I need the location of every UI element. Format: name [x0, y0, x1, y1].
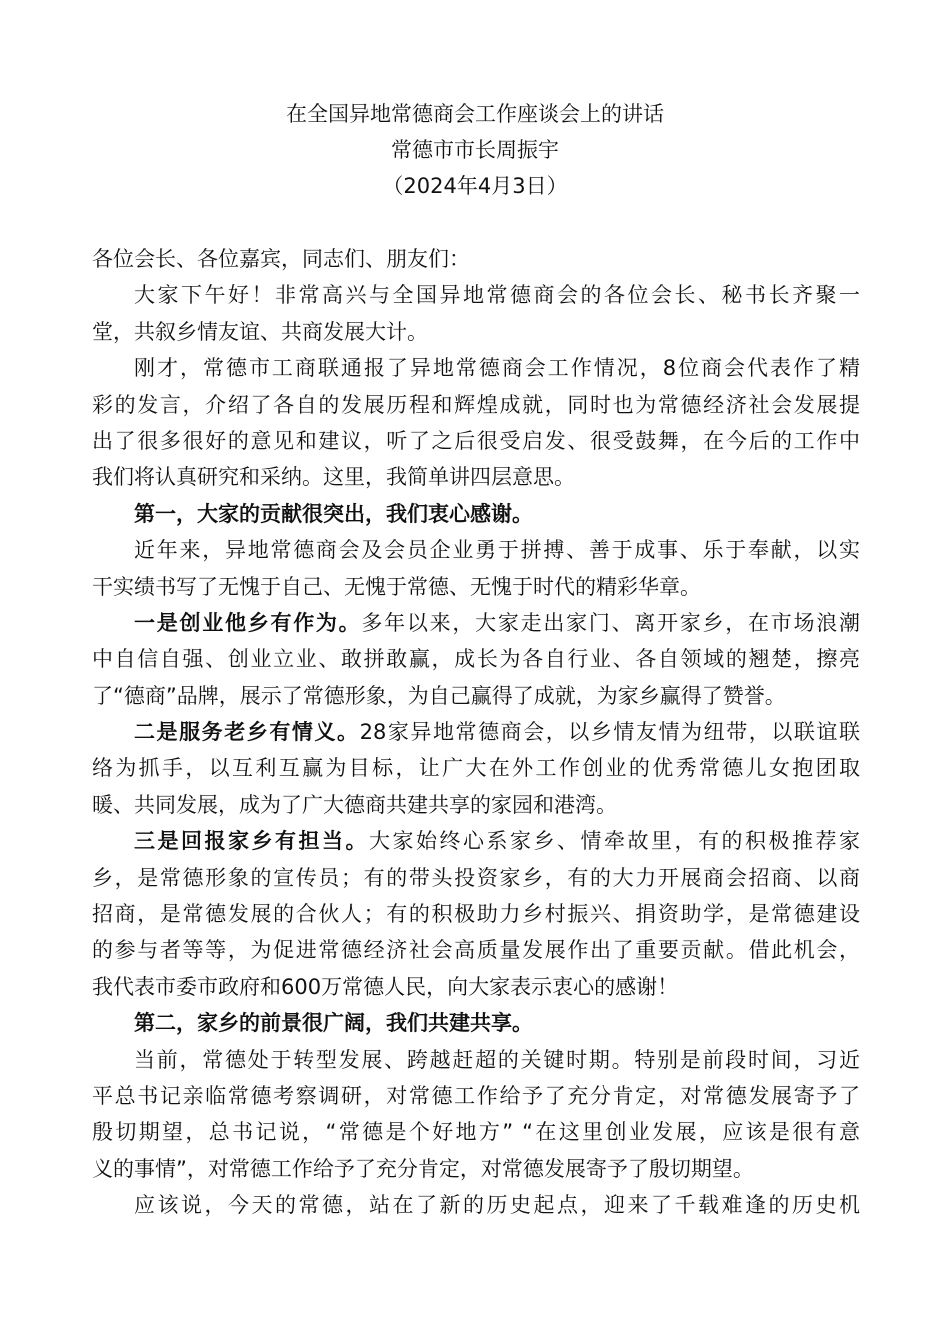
paragraph	[92, 823, 860, 1005]
paragraph-line: 近年来，异地常德商会及会员企业勇于拼搏、善于成事、乐于奉献，以实	[134, 538, 860, 563]
paragraph-line: 堂，共叙乡情友谊、共商发展大计。	[92, 319, 428, 344]
paragraph-line: 我们将认真研究和采纳。这里，我简单讲四层意思。	[92, 465, 575, 490]
paragraph-line: 我代表市委市政府和600万常德人民，向大家表示衷心的感谢！	[92, 974, 679, 999]
paragraph-line: 了“德商”品牌，展示了常德形象，为自己赢得了成就，为家乡赢得了赞誉。	[92, 683, 786, 708]
paragraph-line: 乡，是常德形象的宣传员；有的带头投资家乡，有的大力开展商会招商、以商	[92, 865, 860, 890]
section-heading: 第一，大家的贡献很突出，我们衷心感谢。	[134, 501, 533, 526]
paragraph-line	[92, 823, 860, 859]
paragraph-lead: 三是回报家乡有担当。	[134, 829, 369, 854]
paragraph-line: 平总书记亲临常德考察调研，对常德工作给予了充分肯定，对常德发展寄予了	[92, 1083, 860, 1108]
paragraph-text: 大家始终心系家乡、情牵故里，有的积极推荐家	[369, 829, 860, 854]
paragraph	[92, 277, 860, 350]
paragraph-line: 殷切期望，总书记说，“常德是个好地方” “在这里创业发展，应该是很有意	[92, 1120, 860, 1145]
paragraph-line: 彩的发言，介绍了各自的发展历程和辉煌成就，同时也为常德经济社会发展提	[92, 392, 860, 417]
paragraph-line: 干实绩书写了无愧于自己、无愧于常德、无愧于时代的精彩华章。	[92, 574, 701, 599]
paragraph-line: 暖、共同发展，成为了广大德商共建共享的家园和港湾。	[92, 792, 617, 817]
paragraph-line: 的参与者等等，为促进常德经济社会高质量发展作出了重要贡献。借此机会，	[92, 938, 860, 963]
document-header	[0, 96, 950, 204]
paragraph-line: 络为抓手，以互利互赢为目标，让广大在外工作创业的优秀常德儿女抱团取	[92, 756, 860, 781]
paragraph-line: 大家下午好！非常高兴与全国异地常德商会的各位会长、秘书长齐聚一	[134, 283, 860, 308]
paragraph-line: 应该说，今天的常德，站在了新的历史起点，迎来了千载难逢的历史机	[134, 1193, 860, 1218]
paragraph-line: 当前，常德处于转型发展、跨越赶超的关键时期。特别是前段时间，习近	[134, 1047, 860, 1072]
paragraph-lead: 一是创业他乡有作为。	[134, 610, 362, 635]
paragraph	[92, 1187, 860, 1223]
paragraph	[92, 350, 860, 496]
document-title: 在全国异地常德商会工作座谈会上的讲话	[286, 102, 664, 126]
paragraph-line: 出了很多很好的意见和建议，听了之后很受启发、很受鼓舞，在今后的工作中	[92, 428, 860, 453]
paragraph-text: 多年以来，大家走出家门、离开家乡，在市场浪潮	[361, 610, 861, 635]
paragraph-text: 28家异地常德商会，以乡情友情为纽带，以联谊联	[359, 720, 860, 745]
paragraph	[92, 1042, 860, 1188]
paragraph	[92, 714, 860, 823]
paragraph	[92, 605, 860, 714]
paragraph-line	[92, 714, 860, 750]
paragraph	[92, 532, 860, 605]
paragraph-line: 刚才，常德市工商联通报了异地常德商会工作情况，8位商会代表作了精	[134, 356, 860, 381]
greeting: 各位会长、各位嘉宾，同志们、朋友们：	[92, 247, 470, 271]
document-body	[92, 241, 860, 1224]
paragraph-line: 招商，是常德发展的合伙人；有的积极助力乡村振兴、捐资助学，是常德建设	[92, 902, 860, 927]
speaker-name: 常德市市长周振宇	[391, 138, 559, 162]
paragraph-line: 义的事情”，对常德工作给予了充分肯定，对常德发展寄予了殷切期望。	[92, 1156, 754, 1181]
paragraph-line: 中自信自强、创业立业、敢拼敢赢，成长为各自行业、各自领域的翘楚，擦亮	[92, 647, 860, 672]
paragraph-lead: 二是服务老乡有情义。	[134, 720, 360, 745]
speech-date: （2024年4月3日）	[382, 174, 568, 198]
paragraph-line	[92, 605, 860, 641]
section-heading: 第二，家乡的前景很广阔，我们共建共享。	[134, 1011, 533, 1036]
